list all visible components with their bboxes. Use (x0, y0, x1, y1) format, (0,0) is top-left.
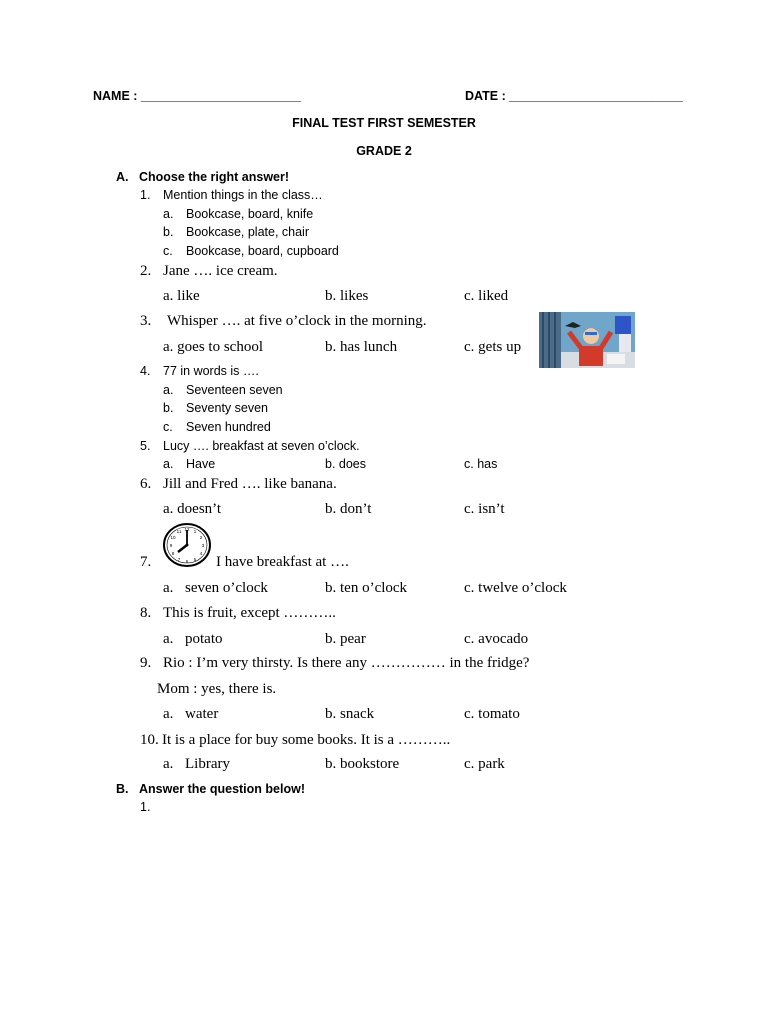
question-number: 3. (140, 313, 152, 329)
question-number: 9. (140, 655, 152, 671)
option-letter: b. (163, 401, 174, 415)
child-waking-up-image (539, 312, 635, 368)
option-b: b. does (325, 457, 367, 471)
svg-text:7: 7 (177, 557, 181, 562)
option-c: Seven hundred (186, 420, 271, 434)
grade-label: GRADE 2 (356, 144, 412, 158)
question-text: It is a place for buy some books. It is a ……….. (162, 732, 451, 748)
option-a: seven o’clock (185, 580, 268, 596)
option-c: c. tomato (464, 706, 520, 722)
option-b: Seventy seven (186, 401, 268, 415)
option-c: c. avocado (464, 631, 529, 647)
option-b: b. likes (325, 288, 369, 304)
option-a: a. goes to school (163, 339, 263, 355)
option-b: b. snack (325, 706, 375, 722)
question-number: 8. (140, 605, 152, 621)
option-letter: a. (163, 457, 174, 471)
svg-text:11: 11 (176, 529, 182, 534)
section-b-heading: Answer the question below! (139, 782, 305, 796)
question-text: I have breakfast at …. (216, 554, 349, 570)
option-c: c. liked (464, 288, 509, 304)
svg-text:12: 12 (184, 527, 190, 532)
svg-text:3: 3 (201, 543, 205, 548)
option-a: Library (185, 756, 230, 772)
option-a: Have (186, 457, 216, 471)
question-number: 1. (140, 188, 151, 202)
svg-text:1: 1 (193, 529, 197, 534)
question-number: 7. (140, 554, 152, 570)
test-title: FINAL TEST FIRST SEMESTER (292, 116, 476, 130)
name-field-label: NAME : _______________________ (93, 89, 301, 103)
option-letter: c. (163, 420, 173, 434)
option-letter: a. (163, 207, 174, 221)
question-number: 6. (140, 476, 152, 492)
option-a: water (185, 706, 219, 722)
section-a-marker: A. (116, 170, 129, 184)
option-b: b. has lunch (325, 339, 398, 355)
question-text: Mention things in the class… (163, 188, 323, 202)
question-text: Lucy …. breakfast at seven o’clock. (163, 439, 360, 453)
option-letter: a. (163, 631, 174, 647)
question-text: Whisper …. at five o’clock in the morning. (167, 313, 427, 329)
question-number: 5. (140, 439, 151, 453)
option-b: b. ten o’clock (325, 580, 408, 596)
svg-text:9: 9 (169, 543, 173, 548)
option-c: Bookcase, board, cupboard (186, 244, 339, 258)
svg-text:8: 8 (171, 551, 175, 556)
question-number: 4. (140, 364, 151, 378)
question-text: This is fruit, except ……….. (163, 605, 336, 621)
option-letter: c. (163, 244, 173, 258)
option-c: c. park (464, 756, 505, 772)
question-number: 1. (140, 800, 151, 814)
svg-text:4: 4 (199, 551, 203, 556)
option-a: Seventeen seven (186, 383, 283, 397)
option-c: c. gets up (464, 339, 522, 355)
option-c: c. isn’t (464, 501, 505, 517)
question-text: Jane …. ice cream. (163, 263, 278, 279)
question-number: 10. (140, 732, 159, 748)
option-letter: a. (163, 580, 174, 596)
question-number: 2. (140, 263, 152, 279)
option-a: a. like (163, 288, 200, 304)
question-text: 77 in words is …. (163, 364, 259, 378)
option-c: c. twelve o’clock (464, 580, 567, 596)
option-a: potato (185, 631, 223, 647)
option-letter: a. (163, 756, 174, 772)
option-letter: b. (163, 225, 174, 239)
svg-text:5: 5 (193, 557, 197, 562)
option-b: b. bookstore (325, 756, 400, 772)
option-c: c. has (464, 457, 498, 471)
question-text: Rio : I’m very thirsty. Is there any …………… in the fridge? (163, 655, 530, 671)
option-a: Bookcase, board, knife (186, 207, 314, 221)
section-b-marker: B. (116, 782, 129, 796)
option-a: a. doesn’t (163, 501, 222, 517)
clock-icon (162, 522, 212, 568)
option-b: b. don’t (325, 501, 372, 517)
question-dialogue: Mom : yes, there is. (157, 681, 277, 697)
svg-text:10: 10 (170, 535, 176, 540)
section-a-heading: Choose the right answer! (139, 170, 290, 184)
question-text: Jill and Fred …. like banana. (163, 476, 337, 492)
option-letter: a. (163, 706, 174, 722)
option-letter: a. (163, 383, 174, 397)
option-b: b. pear (325, 631, 366, 647)
svg-text:6: 6 (185, 559, 189, 564)
option-b: Bookcase, plate, chair (186, 225, 309, 239)
date-field-label: DATE : _________________________ (465, 89, 684, 103)
svg-text:2: 2 (199, 535, 203, 540)
